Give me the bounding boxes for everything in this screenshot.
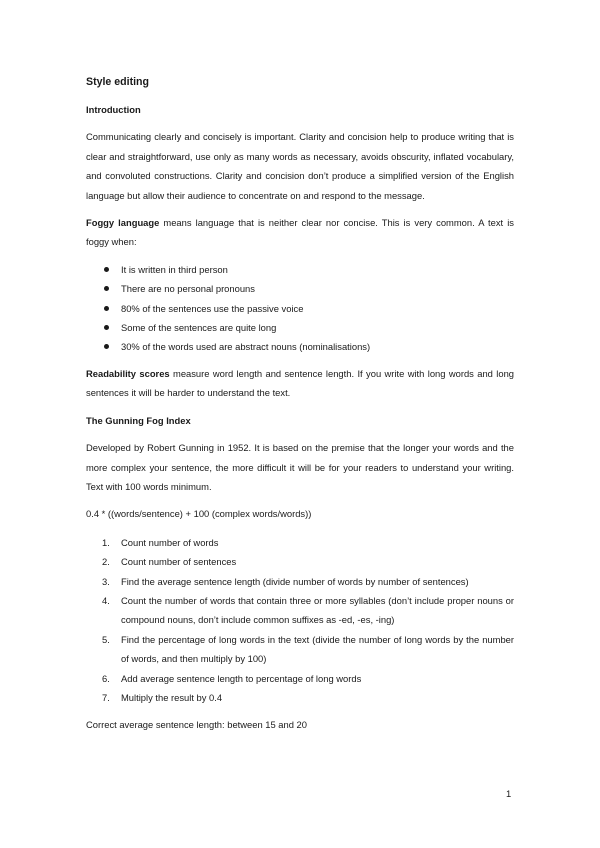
step-text: Count number of words bbox=[121, 536, 219, 548]
bullet-icon bbox=[104, 306, 109, 311]
list-item-text: Some of the sentences are quite long bbox=[121, 322, 277, 334]
gunning-fog-paragraph: Developed by Robert Gunning in 1952. It is based on the premise that the longer your words and the more complex your sentence, the more difficult it will be for your readers to understand your writing. Text with 100 words minimum. bbox=[86, 442, 514, 492]
step-item bbox=[86, 669, 514, 688]
bullet-icon bbox=[104, 325, 109, 330]
foggy-language-paragraph bbox=[86, 213, 514, 252]
step-number: 5. bbox=[102, 633, 110, 645]
document-content bbox=[86, 73, 514, 735]
foggy-language-term: Foggy language bbox=[86, 217, 160, 229]
page-number: 1 bbox=[506, 788, 512, 799]
step-item bbox=[86, 533, 514, 552]
step-item bbox=[86, 552, 514, 571]
list-item-text: 30% of the words used are abstract nouns (nominalisations) bbox=[121, 341, 371, 353]
step-item bbox=[86, 630, 514, 669]
document-title: Style editing bbox=[86, 76, 149, 88]
list-item bbox=[86, 337, 514, 356]
step-number: 3. bbox=[102, 575, 110, 587]
gunning-fog-formula: 0.4 * ((words/sentence) + 100 (complex words/words)) bbox=[86, 508, 312, 520]
readability-text: measure word length and sentence length. If you write with long words and long sentences it will be harder to understand the text. bbox=[86, 367, 514, 399]
step-number: 1. bbox=[102, 536, 110, 548]
list-item-text: It is written in third person bbox=[121, 263, 228, 275]
step-item bbox=[86, 591, 514, 630]
step-item bbox=[86, 688, 514, 707]
step-text: Count number of sentences bbox=[121, 556, 237, 568]
bullet-icon bbox=[104, 267, 109, 272]
step-number: 6. bbox=[102, 672, 110, 684]
readability-term: Readability scores bbox=[86, 367, 170, 379]
bullet-icon bbox=[104, 344, 109, 349]
step-number: 7. bbox=[102, 691, 110, 703]
step-text: Find the percentage of long words in the text (divide the number of long words by the number of words, and then multiply by 100) bbox=[121, 633, 514, 665]
step-text: Add average sentence length to percentage of long words bbox=[121, 672, 362, 684]
step-text: Multiply the result by 0.4 bbox=[121, 691, 223, 703]
step-number: 4. bbox=[102, 594, 110, 606]
list-item-text: There are no personal pronouns bbox=[121, 283, 255, 295]
step-number: 2. bbox=[102, 556, 110, 568]
step-text: Find the average sentence length (divide number of words by number of sentences) bbox=[121, 575, 469, 587]
list-item bbox=[86, 318, 514, 337]
sentence-length-note: Correct average sentence length: between 15 and 20 bbox=[86, 719, 307, 731]
list-item bbox=[86, 299, 514, 318]
bullet-icon bbox=[104, 286, 109, 291]
list-item bbox=[86, 260, 514, 279]
step-text: Count the number of words that contain three or more syllables (don’t include proper nouns or compound nouns, don’t include common suffixes as -ed, -es, -ing) bbox=[121, 594, 514, 626]
list-item bbox=[86, 279, 514, 298]
introduction-heading: Introduction bbox=[86, 104, 141, 115]
gunning-fog-heading: The Gunning Fog Index bbox=[86, 414, 191, 426]
foggy-criteria-list bbox=[86, 260, 514, 357]
foggy-language-text: means language that is neither clear nor concise. This is very common. A text is foggy when: bbox=[86, 217, 514, 248]
introduction-paragraph: Communicating clearly and concisely is important. Clarity and concision help to produce writing that is clear and straightforward, use only as many words as necessary, avoids obscurity, inflated vocabulary, and convoluted constructions. Clarity and concision don’t produce a simplified version of the English language but allow their audience to concentrate on and respond to the message. bbox=[86, 131, 514, 201]
gunning-fog-steps bbox=[86, 533, 514, 708]
readability-paragraph bbox=[86, 364, 514, 403]
step-item bbox=[86, 572, 514, 591]
list-item-text: 80% of the sentences use the passive voice bbox=[121, 302, 304, 314]
